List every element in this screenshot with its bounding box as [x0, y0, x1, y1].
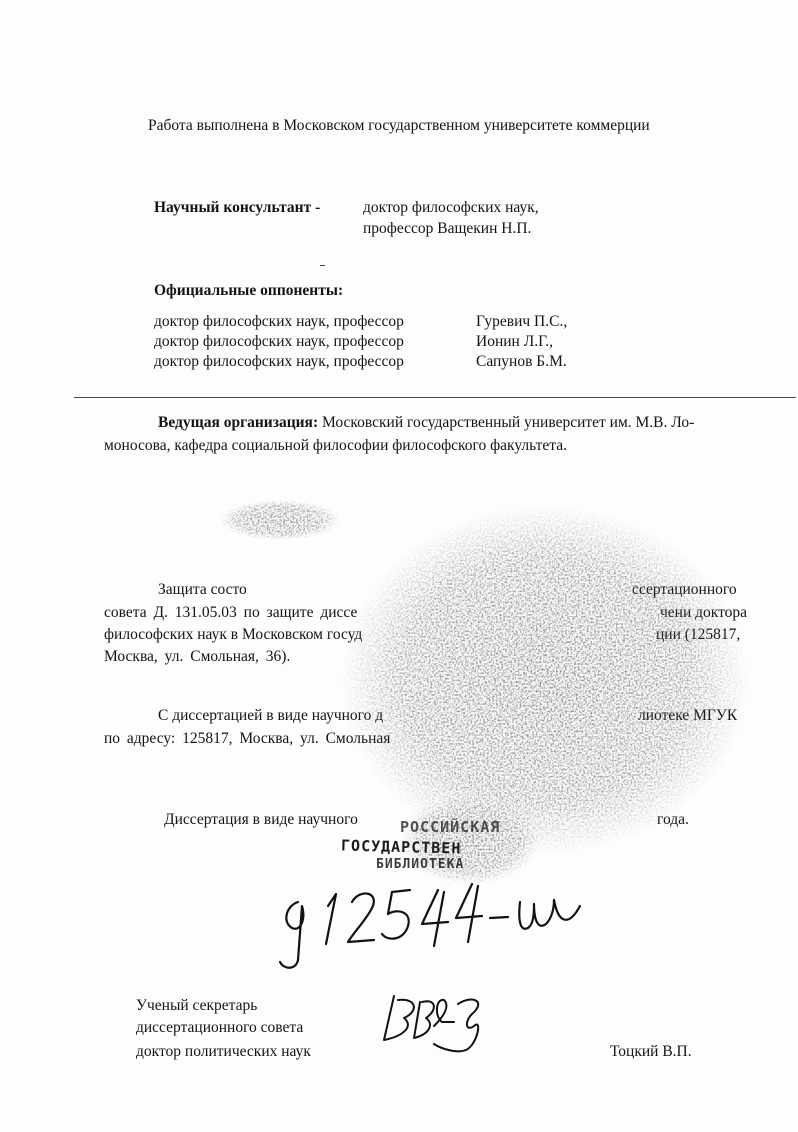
- signature: [374, 986, 506, 1056]
- handwritten-accession-number: [262, 862, 592, 980]
- secretary-line3: доктор политических наук: [136, 1043, 311, 1060]
- secretary-line2: диссертационного совета: [136, 1019, 304, 1036]
- stamp-line1: РОССИЙСКАЯ: [400, 818, 501, 836]
- secretary-line1: Ученый секретарь: [136, 997, 258, 1014]
- stamp-line3: БИБЛИОТЕКА: [376, 857, 465, 872]
- secretary-name: Тоцкий В.П.: [610, 1043, 692, 1060]
- stamp-line2: ГОСУДАРСТВЕН: [340, 836, 462, 858]
